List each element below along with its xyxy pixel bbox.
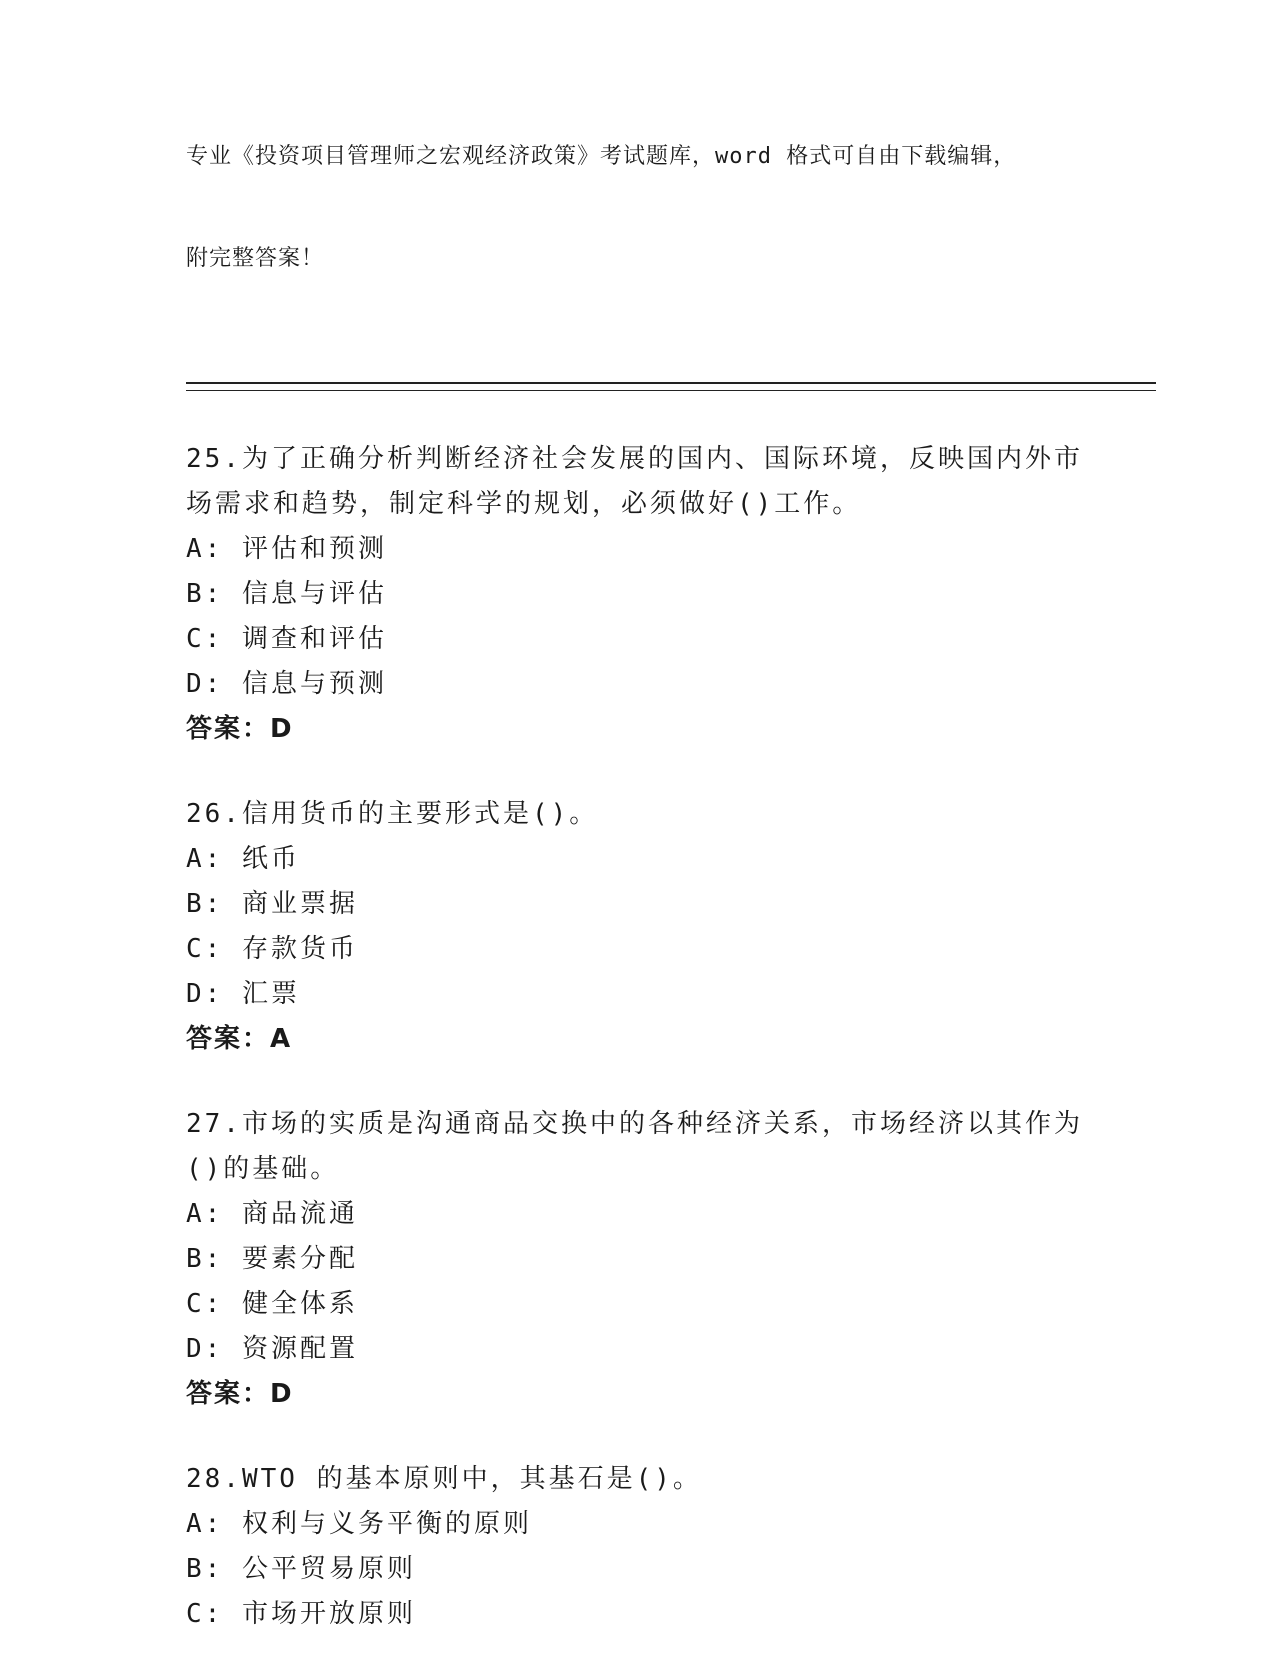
option-b: B: 要素分配	[186, 1244, 358, 1274]
option-c: C: 市场开放原则	[186, 1599, 416, 1629]
option-b: B: 公平贸易原则	[186, 1554, 416, 1584]
question-stem: 27.市场的实质是沟通商品交换中的各种经济关系，市场经济以其作为()的基础。	[186, 1109, 1083, 1184]
option-d: D: 信息与预测	[186, 669, 387, 699]
option-d: D: 资源配置	[186, 1334, 358, 1364]
header-line-2: 附完整答案！	[186, 246, 325, 271]
option-c: C: 调查和评估	[186, 624, 387, 654]
header-line-1: 专业《投资项目管理师之宏观经济政策》考试题库，word 格式可自由下载编辑，	[186, 144, 1017, 169]
option-a: A: 权利与义务平衡的原则	[186, 1509, 532, 1539]
question-stem: 28.WTO 的基本原则中，其基石是()。	[186, 1464, 702, 1494]
answer: 答案：A	[186, 1024, 293, 1054]
question-25	[186, 437, 1156, 752]
option-a: A: 商品流通	[186, 1199, 358, 1229]
document-header	[186, 72, 1156, 344]
question-28	[186, 1457, 1156, 1637]
question-stem: 26.信用货币的主要形式是()。	[186, 799, 599, 829]
question-list	[186, 437, 1156, 1637]
question-stem: 25.为了正确分析判断经济社会发展的国内、国际环境，反映国内外市场需求和趋势，制定科学的规划，必须做好()工作。	[186, 444, 1083, 519]
question-26	[186, 792, 1156, 1062]
option-c: C: 存款货币	[186, 934, 358, 964]
answer: 答案：D	[186, 714, 294, 744]
option-c: C: 健全体系	[186, 1289, 358, 1319]
option-d: D: 汇票	[186, 979, 300, 1009]
answer: 答案：D	[186, 1379, 294, 1409]
option-a: A: 评估和预测	[186, 534, 387, 564]
option-b: B: 信息与评估	[186, 579, 387, 609]
document-page	[186, 72, 1156, 1677]
question-27	[186, 1102, 1156, 1417]
option-a: A: 纸币	[186, 844, 300, 874]
option-b: B: 商业票据	[186, 889, 358, 919]
header-divider	[186, 382, 1156, 391]
